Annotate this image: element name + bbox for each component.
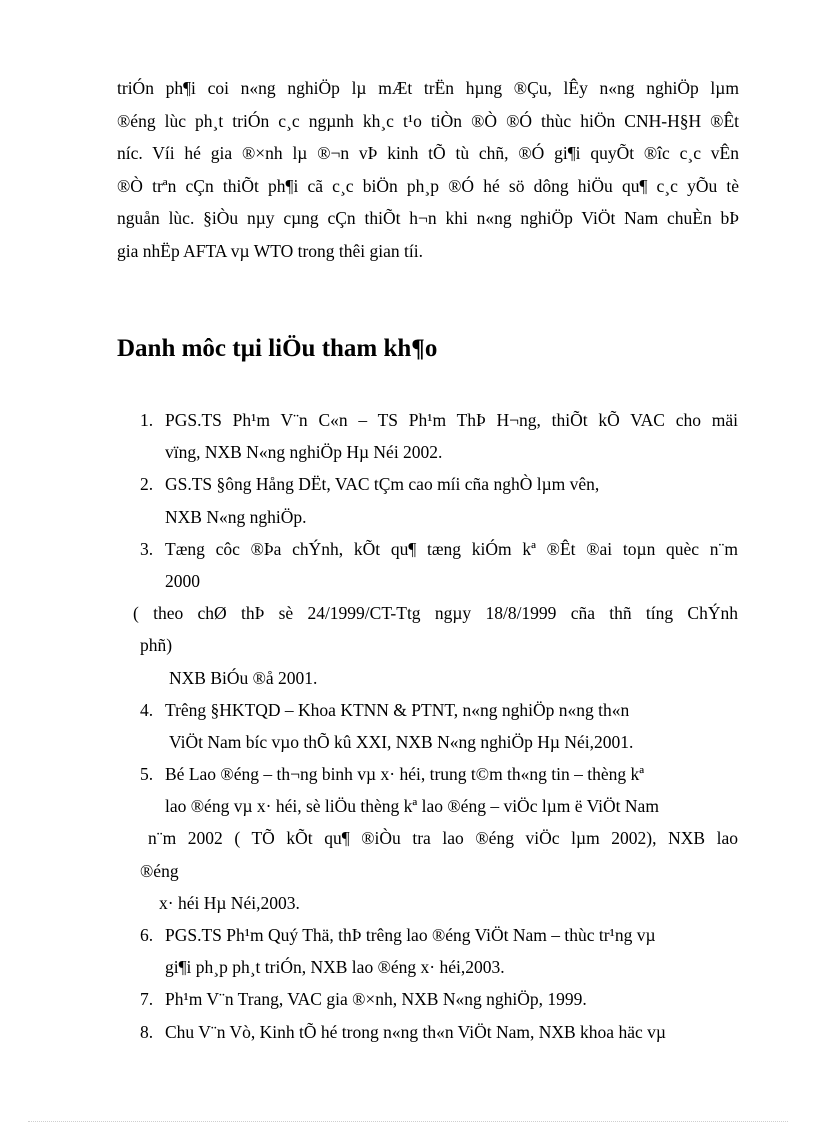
reference-line: Chu V¨n Vò, Kinh tÕ hé trong n«ng th«n ViÖt Nam, NXB khoa häc vµ [165,1021,666,1042]
reference-line: gi¶i ph¸p ph¸t triÓn, NXB lao ®éng x· héi,2003. [165,957,505,978]
reference-line: Ph¹m V¨n Trang, VAC gia ®×nh, NXB N«ng nghiÖp, 1999. [165,989,587,1010]
reference-list [0,404,816,1048]
reference-line: Bé Lao ®éng – th¬ng binh vµ x· héi, trung t©m th«ng tin – thèng kª [165,764,645,785]
reference-line: Trêng §HKTQD – Khoa KTNN & PTNT, n«ng nghiÖp n«ng th«n [165,699,630,720]
section-heading: Danh môc tµi liÖu tham kh¶o [117,335,438,362]
intro-line: ®éng lùc ph¸t triÓn c¸c ngµnh kh¸c t¹o tiÒn ®Ò ®Ó thùc hiÖn CNH-H§H ®Êt [117,110,739,131]
reference-line: ®éng [140,860,179,881]
reference-line: ( theo chØ thÞ sè 24/1999/CT-Ttg ngµy 18/8/1999 cña thñ tíng ChÝnh [133,603,738,624]
reference-line: 2000 [165,570,200,591]
reference-line: PGS.TS Ph¹m V¨n C«n – TS Ph¹m ThÞ H¬ng, thiÕt kÕ VAC cho mäi [165,410,738,430]
reference-item [0,1016,816,1048]
reference-line: NXB BiÓu ®å 2001. [169,667,318,688]
reference-line: vïng, NXB N«ng nghiÖp Hµ Néi 2002. [165,442,443,463]
reference-number: 5. [140,764,154,785]
reference-number: 8. [140,1021,154,1042]
reference-number: 2. [140,474,154,495]
intro-line: triÓn ph¶i coi n«ng nghiÖp lµ mÆt trËn hµng ®Çu, lÊy n«ng nghiÖp lµm [117,78,739,98]
reference-item [0,404,816,436]
reference-number: 1. [140,410,154,430]
reference-line: Tæng côc ®Þa chÝnh, kÕt qu¶ tæng kiÓm kª ®Êt ®ai toµn quèc n¨m [165,538,738,559]
intro-paragraph [117,72,739,268]
reference-item [0,468,816,500]
reference-line: ViÖt Nam bíc vµo thÕ kû XXI, NXB N«ng nghiÖp Hµ Néi,2001. [169,731,634,752]
reference-line: n¨m 2002 ( TÕ kÕt qu¶ ®iÒu tra lao ®éng viÖc lµm 2002), NXB lao [148,828,738,849]
reference-line: GS.TS §ông Hång DËt, VAC tÇm cao míi cña nghÒ lµm vên, [165,474,600,495]
intro-line: ®Ò trªn cÇn thiÕt ph¶i cã c¸c biÖn ph¸p ®Ó hé sö dông hiÖu qu¶ c¸c yÕu tè [117,175,739,196]
reference-line: NXB N«ng nghiÖp. [165,506,307,527]
reference-item [0,694,816,726]
reference-item [0,983,816,1015]
intro-line: gia nhËp AFTA vµ WTO trong thêi gian tíi. [117,240,424,261]
reference-line: PGS.TS Ph¹m Quý Thä, thÞ trêng lao ®éng ViÖt Nam – thùc tr¹ng vµ [165,925,656,945]
reference-line: lao ®éng vµ x· héi, sè liÖu thèng kª lao ®éng – viÖc lµm ë ViÖt Nam [165,796,659,817]
reference-number: 4. [140,699,154,720]
reference-item [0,758,816,790]
reference-line: phñ) [140,635,173,656]
reference-item [0,533,816,565]
reference-line: x· héi Hµ Néi,2003. [159,892,300,913]
reference-number: 6. [140,925,154,945]
page-bottom-divider [28,1121,788,1122]
intro-line: níc. Víi hé gia ®×nh lµ ®¬n vÞ kinh tÕ tù chñ, ®Ó gi¶i quyÕt ®îc c¸c vÊn [117,143,739,164]
reference-number: 3. [140,538,154,559]
reference-item [0,919,816,951]
reference-number: 7. [140,989,154,1010]
intro-line: nguån lùc. §iÒu nµy cµng cÇn thiÕt h¬n khi n«ng nghiÖp ViÖt Nam chuÈn bÞ [117,208,739,229]
